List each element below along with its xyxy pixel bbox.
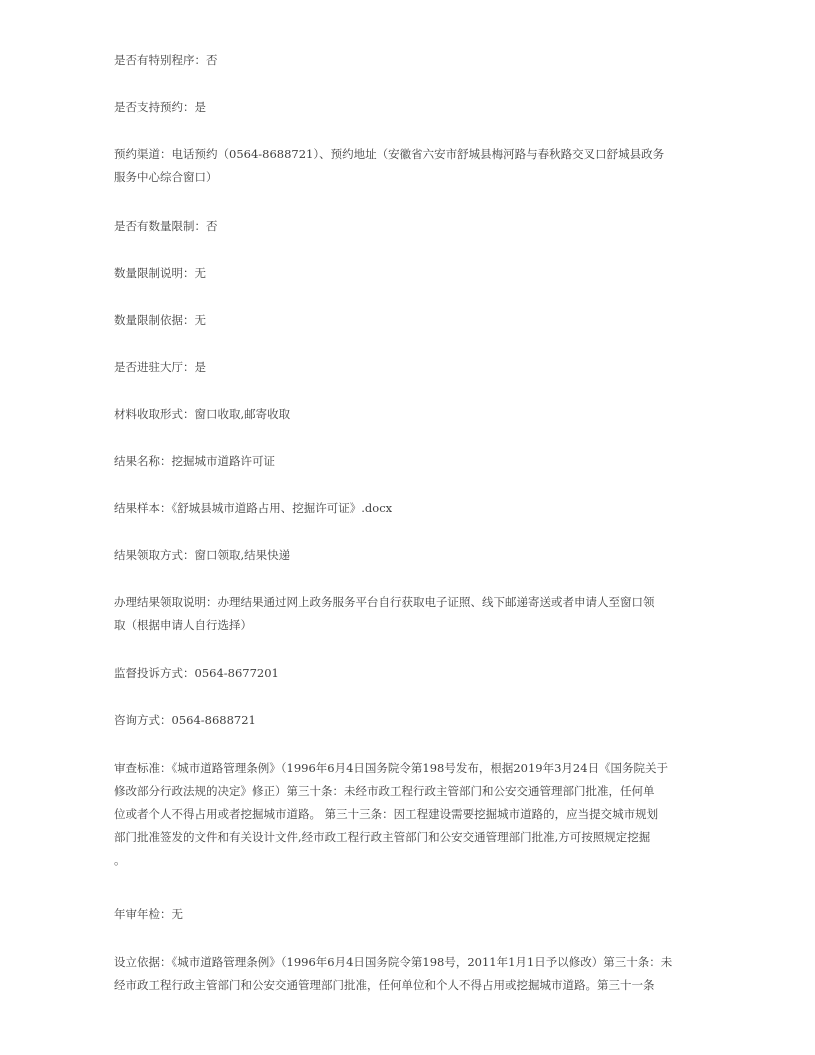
- field-result-sample: [114, 497, 689, 520]
- field-result-pickup-method: [114, 544, 689, 567]
- text-line: 结果样本：《舒城县城市道路占用、挖掘许可证》.docx: [114, 501, 393, 515]
- field-material-collection: [114, 403, 689, 426]
- text-line: 修改部分行政法规的决定》修正）第三十条：未经市政工程行政主管部门和公安交通管理部门批准，任何单: [114, 784, 655, 798]
- field-establishment-basis: [114, 951, 689, 997]
- field-quantity-limit: [114, 215, 689, 238]
- field-consultation-contact: [114, 709, 689, 732]
- field-special-procedure: [114, 49, 689, 72]
- text-line: 经市政工程行政主管部门和公安交通管理部门批准，任何单位和个人不得占用或挖掘城市道路。第三十一条: [114, 978, 655, 992]
- field-quantity-limit-description: [114, 262, 689, 285]
- text-line: 材料收取形式：窗口收取,邮寄收取: [114, 407, 291, 421]
- text-line: 是否有数量限制：否: [114, 219, 218, 233]
- text-line: 数量限制依据：无: [114, 313, 206, 327]
- text-line: 是否支持预约：是: [114, 100, 206, 114]
- field-appointment-channel: [114, 143, 689, 189]
- text-line: 年审年检：无: [114, 907, 183, 921]
- field-hall-entry: [114, 356, 689, 379]
- text-line: 部门批准签发的文件和有关设计文件,经市政工程行政主管部门和公安交通管理部门批准,方可按照规定挖掘: [114, 830, 651, 844]
- field-annual-review: [114, 903, 689, 926]
- text-line: 办理结果领取说明：办理结果通过网上政务服务平台自行获取电子证照、线下邮递寄送或者申请人至窗口领: [114, 595, 655, 609]
- text-line: 是否进驻大厅：是: [114, 360, 206, 374]
- text-line: 结果领取方式：窗口领取,结果快递: [114, 548, 291, 562]
- text-line: 数量限制说明：无: [114, 266, 206, 280]
- text-line: 监督投诉方式：0564-8677201: [114, 666, 279, 680]
- text-line: 咨询方式：0564-8688721: [114, 713, 256, 727]
- text-line: 是否有特别程序：否: [114, 53, 218, 67]
- field-result-name: [114, 450, 689, 473]
- text-line: 服务中心综合窗口）: [114, 170, 218, 184]
- text-line: 设立依据：《城市道路管理条例》（1996年6月4日国务院令第198号，2011年1月1日予以修改）第三十条：未: [114, 955, 673, 969]
- text-line: 结果名称：挖掘城市道路许可证: [114, 454, 275, 468]
- field-complaint-contact: [114, 662, 689, 685]
- text-line: 取（根据申请人自行选择）: [114, 618, 252, 632]
- field-quantity-limit-basis: [114, 309, 689, 332]
- text-line: 。: [114, 853, 126, 867]
- field-appointment-support: [114, 96, 689, 119]
- text-line: 审查标准：《城市道路管理条例》（1996年6月4日国务院令第198号发布，根据2019年3月24日《国务院关于: [114, 761, 669, 775]
- text-line: 位或者个人不得占用或者挖掘城市道路。 第三十三条：因工程建设需要挖掘城市道路的，应当提交城市规划: [114, 807, 659, 821]
- text-line: 预约渠道：电话预约（0564-8688721）、预约地址（安徽省六安市舒城县梅河路与春秋路交叉口舒城县政务: [114, 147, 665, 161]
- field-result-pickup-description: [114, 591, 689, 637]
- field-review-standard: [114, 757, 689, 872]
